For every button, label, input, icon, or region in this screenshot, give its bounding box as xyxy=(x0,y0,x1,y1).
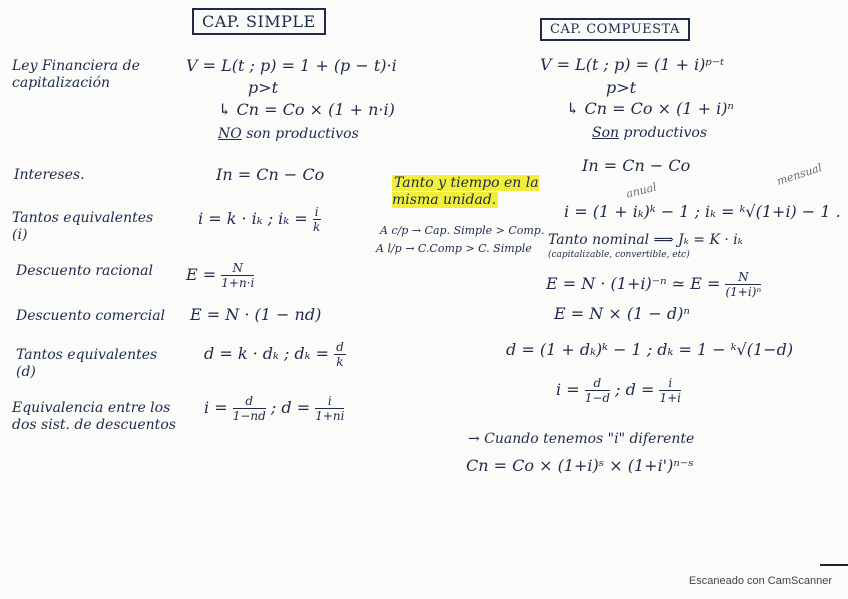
simple-tantos-text: i = k · iₖ ; iₖ = xyxy=(198,209,308,228)
simple-productivos-text: son productivos xyxy=(246,126,359,142)
fraction-denominator: k xyxy=(336,355,344,369)
simple-no-productivos xyxy=(218,126,359,143)
compuesta-tantos-formula: i = (1 + iₖ)ᵏ − 1 ; iₖ = ᵏ√(1+i) − 1 . xyxy=(564,202,841,221)
fraction-numerator: N xyxy=(725,270,761,285)
scanner-watermark: Escaneado con CamScanner xyxy=(688,575,832,587)
simple-eq1-fraction xyxy=(233,394,266,423)
annotation-anual: anual xyxy=(624,180,658,201)
simple-racional-fraction xyxy=(221,261,254,290)
compuesta-eq1-fraction xyxy=(585,376,610,405)
fraction-numerator: d xyxy=(336,340,344,354)
fraction-numerator: d xyxy=(585,376,610,391)
compuesta-ley-formula: V = L(t ; p) = (1 + i)ᵖ⁻ᵗ xyxy=(540,55,725,74)
fraction-denominator: 1+i xyxy=(659,391,682,405)
label-intereses: Intereses. xyxy=(14,167,85,183)
fraction-numerator: N xyxy=(221,261,254,276)
header-cap-simple: CAP. SIMPLE xyxy=(192,8,326,35)
middle-line-largo-plazo: A l/p → C.Comp > C. Simple xyxy=(376,242,532,255)
simple-tantos-d-text: d = k · dₖ ; dₖ = xyxy=(204,344,329,363)
fraction-denominator: (1+i)ⁿ xyxy=(725,285,762,299)
compuesta-condition: p>t xyxy=(606,78,637,97)
annotation-mensual: mensual xyxy=(775,161,824,188)
middle-line-corto-plazo: A c/p → Cap. Simple > Comp. xyxy=(380,224,545,237)
compuesta-comercial-formula: E = N × (1 − d)ⁿ xyxy=(554,304,690,323)
fraction-denominator: 1−d xyxy=(584,391,611,405)
compuesta-cn-diferente-formula: Cn = Co × (1+i)ˢ × (1+i')ⁿ⁻ˢ xyxy=(466,456,694,475)
fraction-denominator: k xyxy=(312,220,321,234)
highlighted-text: Tanto y tiempo en la misma unidad. xyxy=(392,175,539,208)
label-tantos-i: Tantos equivalentes (i) xyxy=(12,210,154,243)
compuesta-racional-text: E = N · (1+i)⁻ⁿ ≃ E = xyxy=(546,274,721,293)
label-ley-financiera: Ley Financiera de capitalización xyxy=(12,58,140,91)
fraction-denominator: 1+n·i xyxy=(221,276,255,290)
label-equivalencia: Equivalencia entre los dos sist. de descuentos xyxy=(12,400,176,433)
simple-eq2-fraction xyxy=(315,394,344,423)
compuesta-intereses-formula: In = Cn − Co xyxy=(582,156,691,175)
simple-no-word: NO xyxy=(218,126,242,142)
simple-ley-formula: V = L(t ; p) = 1 + (p − t)·i xyxy=(186,56,397,75)
compuesta-tantos-d-formula: d = (1 + dₖ)ᵏ − 1 ; dₖ = 1 − ᵏ√(1−d) xyxy=(506,340,794,359)
simple-racional-text: E = xyxy=(186,265,217,284)
compuesta-eq2-fraction xyxy=(659,376,681,405)
compuesta-diferente-note: → Cuando tenemos "i" diferente xyxy=(468,431,695,447)
compuesta-son-word: Son xyxy=(592,125,620,141)
simple-tantos-fraction xyxy=(313,205,321,234)
fraction-numerator: i xyxy=(314,205,319,219)
simple-racional-formula xyxy=(186,261,254,290)
fraction-numerator: d xyxy=(233,394,266,409)
header-cap-compuesta: CAP. COMPUESTA xyxy=(540,18,690,41)
middle-highlight-note xyxy=(392,175,542,209)
simple-condition: p>t xyxy=(248,78,279,97)
simple-intereses-formula: In = Cn − Co xyxy=(216,165,325,184)
compuesta-eq2-text: ; d = xyxy=(615,380,655,399)
compuesta-eq1-text: i = xyxy=(556,380,580,399)
simple-tantos-d-fraction xyxy=(334,340,346,369)
label-descuento-racional: Descuento racional xyxy=(16,263,153,279)
label-tantos-d: Tantos equivalentes (d) xyxy=(16,347,158,380)
compuesta-racional-fraction xyxy=(725,270,761,299)
simple-eq2-text: ; d = xyxy=(270,398,311,417)
fraction-denominator: 1−nd xyxy=(232,409,266,423)
compuesta-son-productivos xyxy=(592,125,707,142)
fraction-numerator: i xyxy=(315,394,344,409)
simple-cn-formula: ↳ Cn = Co × (1 + n·i) xyxy=(218,100,395,119)
compuesta-equivalencia-formula xyxy=(556,376,681,405)
compuesta-racional-formula xyxy=(546,270,761,299)
simple-comercial-formula: E = N · (1 − nd) xyxy=(190,305,322,324)
divider xyxy=(820,564,848,566)
fraction-denominator: 1+ni xyxy=(315,409,345,423)
compuesta-nominal-note: (capitalizable, convertible, etc) xyxy=(548,250,690,260)
compuesta-cn-formula: ↳ Cn = Co × (1 + i)ⁿ xyxy=(566,99,734,118)
simple-eq1-text: i = xyxy=(204,398,228,417)
simple-tantos-d-formula xyxy=(204,340,346,369)
compuesta-productivos-text: productivos xyxy=(623,125,708,141)
label-descuento-comercial: Descuento comercial xyxy=(16,308,166,324)
compuesta-tanto-nominal: Tanto nominal ⟹ Jₖ = K · iₖ xyxy=(548,232,743,248)
simple-tantos-formula xyxy=(198,205,321,234)
simple-equivalencia-formula xyxy=(204,394,344,423)
fraction-numerator: i xyxy=(659,376,681,391)
